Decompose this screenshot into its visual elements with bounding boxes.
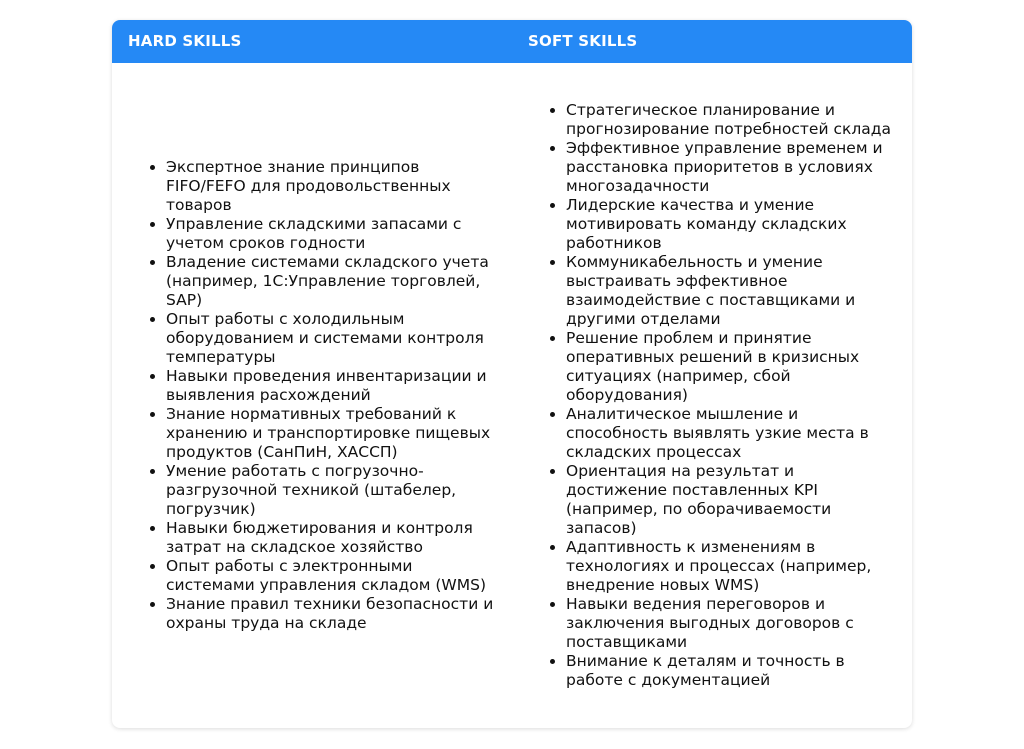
list-item: • Навыки проведения инвентаризации и выявления расхождений — [166, 367, 496, 405]
list-item: • Внимание к деталям и точность в работе с документацией — [566, 652, 896, 690]
skills-table — [112, 20, 912, 728]
list-item: • Опыт работы с холодильным оборудованием и системами контроля температуры — [166, 310, 496, 367]
soft-skills-header: SOFT SKILLS — [528, 32, 638, 50]
list-item: • Адаптивность к изменениям в технологиях и процессах (например, внедрение новых WMS) — [566, 538, 896, 595]
hard-skills-list — [128, 158, 496, 633]
list-item: • Навыки бюджетирования и контроля затрат на складское хозяйство — [166, 519, 496, 557]
hard-skills-header: HARD SKILLS — [128, 32, 242, 50]
list-item: • Экспертное знание принципов FIFO/FEFO для продовольственных товаров — [166, 158, 496, 215]
hard-skills-cell — [112, 63, 512, 728]
list-item: • Решение проблем и принятие оперативных решений в кризисных ситуациях (например, сбой оборудования) — [566, 329, 896, 405]
list-item: • Владение системами складского учета (например, 1С:Управление торговлей, SAP) — [166, 253, 496, 310]
list-item: • Коммуникабельность и умение выстраивать эффективное взаимодействие с поставщиками и другими отделами — [566, 253, 896, 329]
list-item: • Навыки ведения переговоров и заключения выгодных договоров с поставщиками — [566, 595, 896, 652]
list-item: • Знание нормативных требований к хранению и транспортировке пищевых продуктов (СанПиН, ХАССП) — [166, 405, 496, 462]
list-item: • Стратегическое планирование и прогнозирование потребностей склада — [566, 101, 896, 139]
list-item: • Опыт работы с электронными системами управления складом (WMS) — [166, 557, 496, 595]
list-item: • Знание правил техники безопасности и охраны труда на складе — [166, 595, 496, 633]
soft-skills-list — [528, 101, 896, 690]
table-body — [112, 63, 912, 728]
table-header — [112, 20, 912, 63]
list-item: • Лидерские качества и умение мотивировать команду складских работников — [566, 196, 896, 253]
soft-skills-cell — [512, 63, 912, 728]
list-item: • Эффективное управление временем и расстановка приоритетов в условиях многозадачности — [566, 139, 896, 196]
list-item: • Ориентация на результат и достижение поставленных KPI (например, по оборачиваемости запасов) — [566, 462, 896, 538]
list-item: • Аналитическое мышление и способность выявлять узкие места в складских процессах — [566, 405, 896, 462]
list-item: • Умение работать с погрузочно-разгрузочной техникой (штабелер, погрузчик) — [166, 462, 496, 519]
list-item: • Управление складскими запасами с учетом сроков годности — [166, 215, 496, 253]
